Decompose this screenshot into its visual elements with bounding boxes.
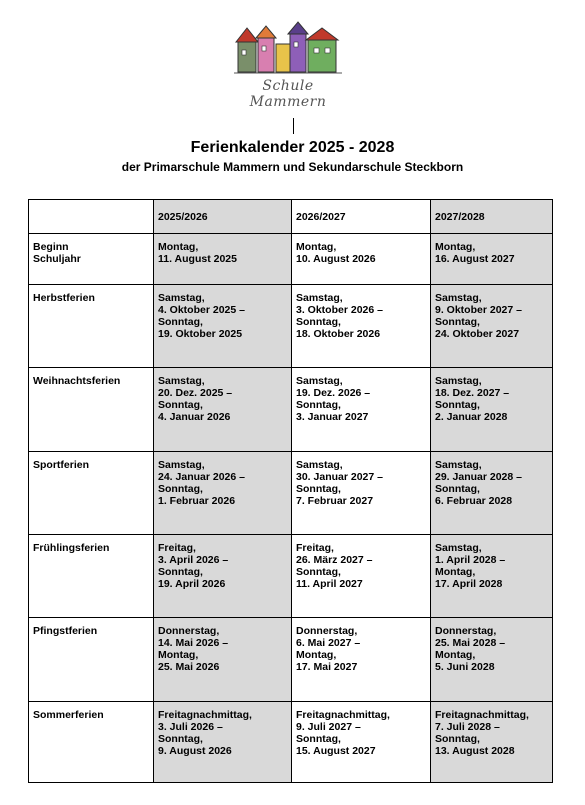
table-cell: Freitagnachmittag, 3. Juli 2026 – Sonntag, 9. August 2026: [154, 702, 292, 783]
table-cell: Samstag, 3. Oktober 2026 – Sonntag, 18. Oktober 2026: [292, 285, 431, 368]
table-cell: Donnerstag, 14. Mai 2026 – Montag, 25. Mai 2026: [154, 618, 292, 702]
row-label: Herbstferien: [29, 285, 154, 368]
table-cell: Donnerstag, 25. Mai 2028 – Montag, 5. Juni 2028: [431, 618, 553, 702]
table-cell: Freitagnachmittag, 7. Juli 2028 – Sonntag, 13. August 2028: [431, 702, 553, 783]
table-cell: Samstag, 9. Oktober 2027 – Sonntag, 24. Oktober 2027: [431, 285, 553, 368]
page-title: Ferienkalender 2025 - 2028: [190, 139, 395, 156]
table-cell: Donnerstag, 6. Mai 2027 – Montag, 17. Mai 2027: [292, 618, 431, 702]
table-row: [29, 618, 553, 702]
row-label: Frühlingsferien: [29, 535, 154, 618]
row-label: Sommerferien: [29, 702, 154, 783]
row-label: Sportferien: [29, 452, 154, 535]
row-label: Weihnachtsferien: [29, 368, 154, 452]
header-cell-empty: [29, 200, 154, 234]
table-cell: Samstag, 30. Januar 2027 – Sonntag, 7. Februar 2027: [292, 452, 431, 535]
table-header-row: [29, 200, 553, 234]
page-subtitle: der Primarschule Mammern und Sekundarschule Steckborn: [121, 160, 464, 174]
logo-text: Schule Mammern: [249, 78, 327, 110]
header-cell-2027-2028: 2027/2028: [431, 200, 553, 234]
table-cell: Freitag, 26. März 2027 – Sonntag, 11. April 2027: [292, 535, 431, 618]
table-cell: Samstag, 24. Januar 2026 – Sonntag, 1. Februar 2026: [154, 452, 292, 535]
row-label: Pfingstferien: [29, 618, 154, 702]
table-cell: Samstag, 18. Dez. 2027 – Sonntag, 2. Januar 2028: [431, 368, 553, 452]
table-row: [29, 234, 553, 285]
table-cell: Samstag, 20. Dez. 2025 – Sonntag, 4. Januar 2026: [154, 368, 292, 452]
table-cell: Samstag, 4. Oktober 2025 – Sonntag, 19. Oktober 2025: [154, 285, 292, 368]
table-cell: Samstag, 19. Dez. 2026 – Sonntag, 3. Januar 2027: [292, 368, 431, 452]
table-row: [29, 452, 553, 535]
header-cell-2026-2027: 2026/2027: [292, 200, 431, 234]
school-houses-drawing: [232, 20, 344, 78]
table-cell: Freitagnachmittag, 9. Juli 2027 – Sonntag, 15. August 2027: [292, 702, 431, 783]
table-row: [29, 535, 553, 618]
row-label: Beginn Schuljahr: [29, 234, 154, 285]
table-cell: Montag, 10. August 2026: [292, 234, 431, 285]
table-cell: Samstag, 1. April 2028 – Montag, 17. April 2028: [431, 535, 553, 618]
table-row: [29, 702, 553, 783]
header-cell-2025-2026: 2025/2026: [154, 200, 292, 234]
school-logo: [232, 20, 344, 110]
text-cursor: [293, 118, 294, 134]
table-cell: Samstag, 29. Januar 2028 – Sonntag, 6. Februar 2028: [431, 452, 553, 535]
table-cell: Montag, 16. August 2027: [431, 234, 553, 285]
table-cell: Freitag, 3. April 2026 – Sonntag, 19. April 2026: [154, 535, 292, 618]
table-row: [29, 368, 553, 452]
table-row: [29, 285, 553, 368]
holiday-calendar-table: [28, 199, 553, 783]
table-cell: Montag, 11. August 2025: [154, 234, 292, 285]
